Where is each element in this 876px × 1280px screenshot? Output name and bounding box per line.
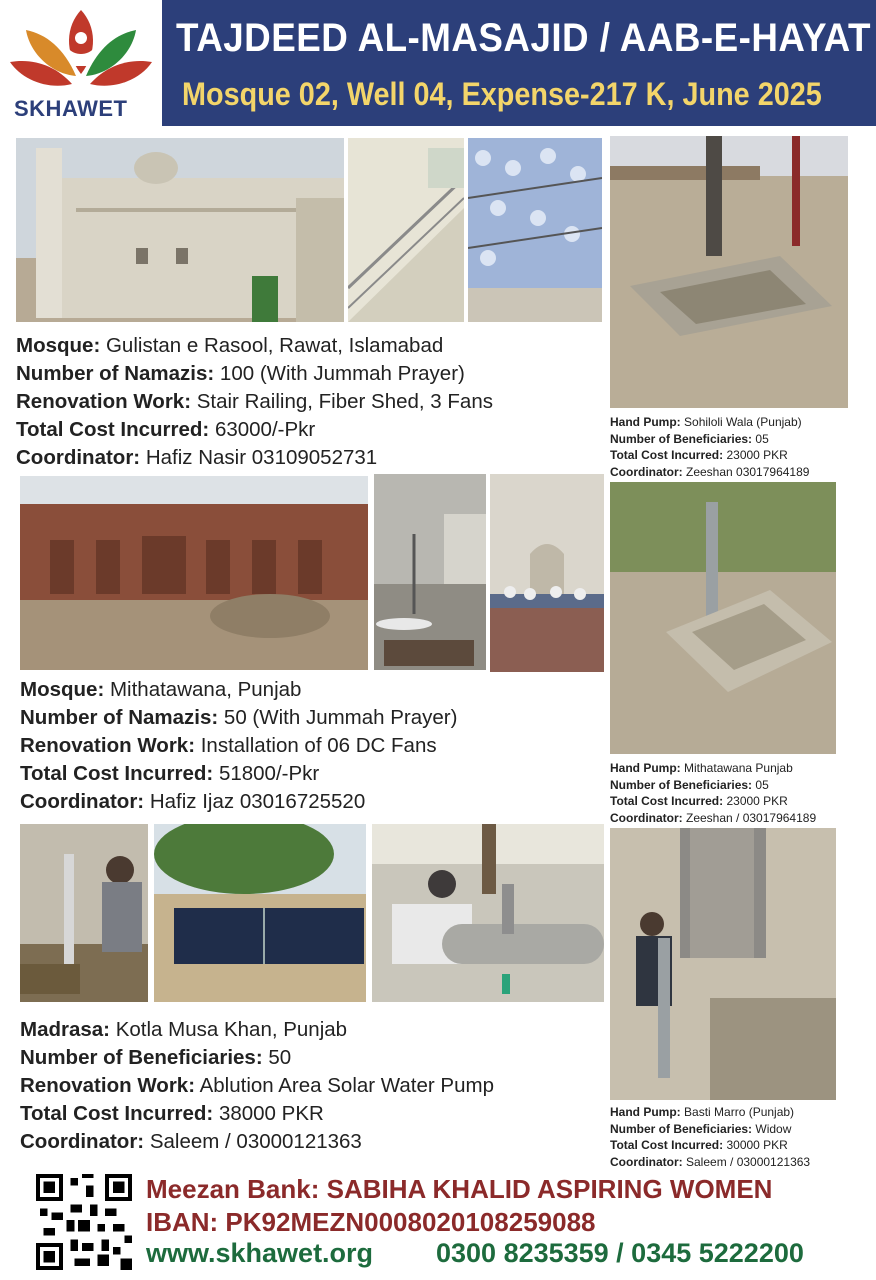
cost-value: 51800/-Pkr	[218, 762, 320, 785]
work-label: Renovation Work:	[16, 390, 192, 413]
website-link[interactable]: www.skhawet.org	[146, 1238, 374, 1268]
type-label: Madrasa:	[20, 1018, 111, 1041]
pump-label: Hand Pump:	[610, 415, 681, 429]
mosque-1-exterior-photo	[16, 138, 344, 322]
mosque-2-exterior-photo	[20, 476, 368, 670]
lotus-logo-icon	[8, 4, 154, 96]
cost-label: Total Cost Incurred:	[20, 1102, 214, 1125]
pump-1-info	[610, 414, 809, 480]
pump-label: Hand Pump:	[610, 761, 681, 775]
logo-area	[0, 0, 162, 126]
pump-value: Mithatawana Punjab	[684, 761, 793, 775]
project-2-info	[20, 676, 457, 816]
fiber-shed-photo	[468, 138, 602, 322]
page-title: TAJDEED AL-MASAJID / AAB-E-HAYAT	[176, 16, 871, 60]
beneficiaries-label: Number of Beneficiaries:	[610, 431, 753, 446]
count-value: 100 (With Jummah Prayer)	[219, 362, 465, 385]
coordinator-label: Coordinator:	[610, 810, 683, 825]
coordinator-value: Saleem / 03000121363	[149, 1130, 362, 1153]
cost-value: 63000/-Pkr	[214, 418, 316, 441]
work-label: Renovation Work:	[20, 734, 196, 757]
brand-name: SKHAWET	[14, 96, 128, 121]
beneficiaries-value: Widow	[755, 1121, 792, 1136]
coordinator-value: Zeeshan 03017964189	[686, 464, 810, 479]
type-value: Kotla Musa Khan, Punjab	[115, 1018, 348, 1041]
cost-value: 38000 PKR	[218, 1102, 324, 1125]
work-value: Ablution Area Solar Water Pump	[199, 1074, 494, 1097]
count-label: Number of Namazis:	[16, 362, 215, 385]
mosque-2-interior-photo	[490, 474, 604, 672]
coordinator-value: Hafiz Ijaz 03016725520	[149, 790, 366, 813]
work-value: Installation of 06 DC Fans	[200, 734, 437, 757]
type-value: Mithatawana, Punjab	[109, 678, 302, 701]
qr-code-icon[interactable]	[36, 1174, 132, 1270]
phone-numbers: 0300 8235359 / 0345 5222200	[436, 1238, 804, 1268]
iban-number: IBAN: PK92MEZN0008020108259088	[146, 1207, 596, 1237]
bank-name: Meezan Bank: SABIHA KHALID ASPIRING WOMEN	[146, 1174, 773, 1204]
coordinator-label: Coordinator:	[610, 464, 683, 479]
cost-label: Total Cost Incurred:	[20, 762, 214, 785]
type-label: Mosque:	[20, 678, 105, 701]
work-value: Stair Railing, Fiber Shed, 3 Fans	[196, 390, 493, 413]
pump-label: Hand Pump:	[610, 1105, 681, 1119]
cost-label: Total Cost Incurred:	[16, 418, 210, 441]
pump-value: Basti Marro (Punjab)	[684, 1105, 795, 1119]
pump-value: Sohiloli Wala (Punjab)	[684, 415, 802, 429]
beneficiaries-label: Number of Beneficiaries:	[610, 777, 753, 792]
ablution-area-photo	[372, 824, 604, 1002]
type-value: Gulistan e Rasool, Rawat, Islamabad	[105, 334, 444, 357]
count-label: Number of Namazis:	[20, 706, 219, 729]
coordinator-value: Saleem / 03000121363	[686, 1154, 811, 1169]
type-label: Mosque:	[16, 334, 101, 357]
cost-label: Total Cost Incurred:	[610, 794, 724, 808]
beneficiaries-value: 05	[755, 777, 769, 792]
project-1-info	[16, 332, 493, 472]
solar-panel-photo	[154, 824, 366, 1002]
work-label: Renovation Work:	[20, 1074, 196, 1097]
coordinator-value: Hafiz Nasir 03109052731	[145, 446, 378, 469]
pump-2-info	[610, 760, 816, 826]
cost-label: Total Cost Incurred:	[610, 1138, 724, 1152]
hand-pump-2-photo	[610, 482, 836, 754]
coordinator-label: Coordinator:	[610, 1154, 683, 1169]
pump-3-info	[610, 1104, 810, 1170]
hand-pump-3-photo	[610, 828, 836, 1100]
stair-railing-photo	[348, 138, 464, 322]
count-value: 50 (With Jummah Prayer)	[223, 706, 458, 729]
count-label: Number of Beneficiaries:	[20, 1046, 263, 1069]
cost-value: 23000 PKR	[726, 794, 788, 808]
beneficiaries-value: 05	[755, 431, 769, 446]
beneficiaries-label: Number of Beneficiaries:	[610, 1121, 753, 1136]
coordinator-label: Coordinator:	[20, 1130, 145, 1153]
coordinator-label: Coordinator:	[16, 446, 141, 469]
mosque-2-fan-install-photo	[374, 474, 486, 670]
cost-value: 30000 PKR	[726, 1138, 788, 1152]
madrasa-pump-worker-photo	[20, 824, 148, 1002]
coordinator-label: Coordinator:	[20, 790, 145, 813]
hand-pump-1-photo	[610, 136, 848, 408]
cost-label: Total Cost Incurred:	[610, 448, 724, 462]
page-subtitle: Mosque 02, Well 04, Expense-217 K, June 2025	[182, 76, 822, 112]
count-value: 50	[268, 1046, 292, 1069]
cost-value: 23000 PKR	[726, 448, 788, 462]
project-3-info	[20, 1016, 494, 1156]
coordinator-value: Zeeshan / 03017964189	[686, 810, 817, 825]
